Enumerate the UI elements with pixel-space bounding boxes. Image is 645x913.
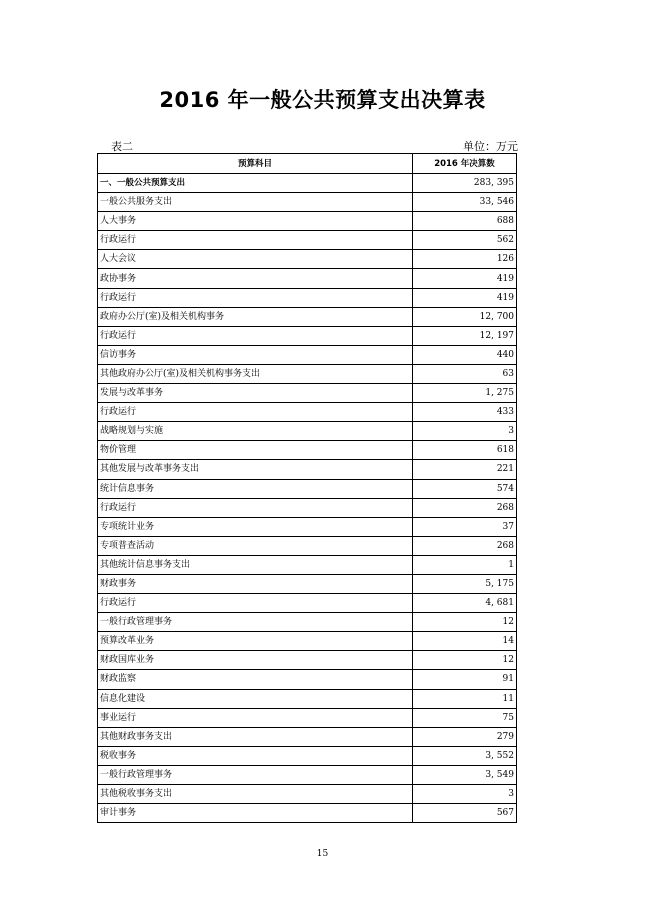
table-row bbox=[98, 250, 517, 269]
table-row bbox=[98, 326, 517, 345]
row-amount: 574 bbox=[413, 479, 517, 498]
row-subject: 其他统计信息事务支出 bbox=[98, 555, 413, 574]
row-subject: 行政运行 bbox=[98, 498, 413, 517]
row-subject: 财政监察 bbox=[98, 670, 413, 689]
table-body bbox=[98, 174, 517, 823]
table-label: 表二 bbox=[111, 140, 133, 153]
row-subject: 一般行政管理事务 bbox=[98, 613, 413, 632]
row-amount: 33, 546 bbox=[413, 193, 517, 212]
row-subject: 其他财政事务支出 bbox=[98, 727, 413, 746]
row-subject: 财政事务 bbox=[98, 574, 413, 593]
row-amount: 37 bbox=[413, 517, 517, 536]
table-row bbox=[98, 765, 517, 784]
row-amount: 419 bbox=[413, 269, 517, 288]
row-subject: 行政运行 bbox=[98, 594, 413, 613]
table-row bbox=[98, 498, 517, 517]
table-row bbox=[98, 746, 517, 765]
row-amount: 1, 275 bbox=[413, 384, 517, 403]
table-row bbox=[98, 269, 517, 288]
row-subject: 其他政府办公厅(室)及相关机构事务支出 bbox=[98, 364, 413, 383]
row-amount: 268 bbox=[413, 536, 517, 555]
row-amount: 268 bbox=[413, 498, 517, 517]
table-row bbox=[98, 785, 517, 804]
table-row bbox=[98, 460, 517, 479]
table-row bbox=[98, 689, 517, 708]
row-amount: 12 bbox=[413, 651, 517, 670]
row-subject: 其他税收事务支出 bbox=[98, 785, 413, 804]
row-subject: 事业运行 bbox=[98, 708, 413, 727]
table-row bbox=[98, 422, 517, 441]
row-subject: 行政运行 bbox=[98, 288, 413, 307]
row-subject: 预算改革业务 bbox=[98, 632, 413, 651]
unit-label: 单位：万元 bbox=[463, 140, 518, 153]
row-amount: 419 bbox=[413, 288, 517, 307]
table-row bbox=[98, 517, 517, 536]
row-amount: 4, 681 bbox=[413, 594, 517, 613]
row-amount: 688 bbox=[413, 212, 517, 231]
header-subject: 预算科目 bbox=[98, 154, 413, 174]
row-subject: 政府办公厅(室)及相关机构事务 bbox=[98, 307, 413, 326]
row-amount: 91 bbox=[413, 670, 517, 689]
row-amount: 3 bbox=[413, 422, 517, 441]
table-row bbox=[98, 613, 517, 632]
page-number: 15 bbox=[316, 849, 329, 859]
row-subject: 战略规划与实施 bbox=[98, 422, 413, 441]
page-title: 2016 年一般公共预算支出决算表 bbox=[159, 88, 486, 112]
table-row bbox=[98, 364, 517, 383]
row-amount: 5, 175 bbox=[413, 574, 517, 593]
table-row bbox=[98, 708, 517, 727]
table-row bbox=[98, 632, 517, 651]
row-subject: 财政国库业务 bbox=[98, 651, 413, 670]
row-subject: 物价管理 bbox=[98, 441, 413, 460]
table-row bbox=[98, 727, 517, 746]
row-amount: 14 bbox=[413, 632, 517, 651]
row-subject: 信访事务 bbox=[98, 345, 413, 364]
table-row bbox=[98, 403, 517, 422]
table-row bbox=[98, 670, 517, 689]
row-amount: 1 bbox=[413, 555, 517, 574]
row-subject: 一、一般公共预算支出 bbox=[98, 174, 413, 193]
row-amount: 126 bbox=[413, 250, 517, 269]
table-row bbox=[98, 384, 517, 403]
header-amount: 2016 年决算数 bbox=[413, 154, 517, 174]
budget-table bbox=[97, 153, 517, 823]
table-row bbox=[98, 651, 517, 670]
row-amount: 221 bbox=[413, 460, 517, 479]
row-subject: 人大事务 bbox=[98, 212, 413, 231]
row-amount: 11 bbox=[413, 689, 517, 708]
table-row bbox=[98, 307, 517, 326]
row-amount: 283, 395 bbox=[413, 174, 517, 193]
table-row bbox=[98, 574, 517, 593]
row-amount: 433 bbox=[413, 403, 517, 422]
row-subject: 审计事务 bbox=[98, 804, 413, 823]
row-amount: 12, 700 bbox=[413, 307, 517, 326]
table-row bbox=[98, 555, 517, 574]
row-amount: 3 bbox=[413, 785, 517, 804]
row-subject: 政协事务 bbox=[98, 269, 413, 288]
row-amount: 63 bbox=[413, 364, 517, 383]
row-amount: 3, 552 bbox=[413, 746, 517, 765]
row-subject: 人大会议 bbox=[98, 250, 413, 269]
table-row bbox=[98, 193, 517, 212]
row-subject: 行政运行 bbox=[98, 231, 413, 250]
table-row bbox=[98, 288, 517, 307]
row-amount: 562 bbox=[413, 231, 517, 250]
row-amount: 279 bbox=[413, 727, 517, 746]
row-subject: 其他发展与改革事务支出 bbox=[98, 460, 413, 479]
row-amount: 618 bbox=[413, 441, 517, 460]
row-amount: 567 bbox=[413, 804, 517, 823]
table-row bbox=[98, 345, 517, 364]
row-subject: 发展与改革事务 bbox=[98, 384, 413, 403]
row-subject: 税收事务 bbox=[98, 746, 413, 765]
table-row bbox=[98, 479, 517, 498]
row-amount: 12, 197 bbox=[413, 326, 517, 345]
row-amount: 3, 549 bbox=[413, 765, 517, 784]
table-header-row bbox=[98, 154, 517, 174]
row-amount: 12 bbox=[413, 613, 517, 632]
row-subject: 专项普查活动 bbox=[98, 536, 413, 555]
row-subject: 一般公共服务支出 bbox=[98, 193, 413, 212]
table-row bbox=[98, 174, 517, 193]
row-subject: 统计信息事务 bbox=[98, 479, 413, 498]
row-amount: 75 bbox=[413, 708, 517, 727]
row-amount: 440 bbox=[413, 345, 517, 364]
row-subject: 行政运行 bbox=[98, 326, 413, 345]
row-subject: 专项统计业务 bbox=[98, 517, 413, 536]
table-row bbox=[98, 804, 517, 823]
row-subject: 一般行政管理事务 bbox=[98, 765, 413, 784]
table-row bbox=[98, 212, 517, 231]
table-row bbox=[98, 441, 517, 460]
row-subject: 信息化建设 bbox=[98, 689, 413, 708]
row-subject: 行政运行 bbox=[98, 403, 413, 422]
table-row bbox=[98, 231, 517, 250]
table-row bbox=[98, 594, 517, 613]
table-row bbox=[98, 536, 517, 555]
